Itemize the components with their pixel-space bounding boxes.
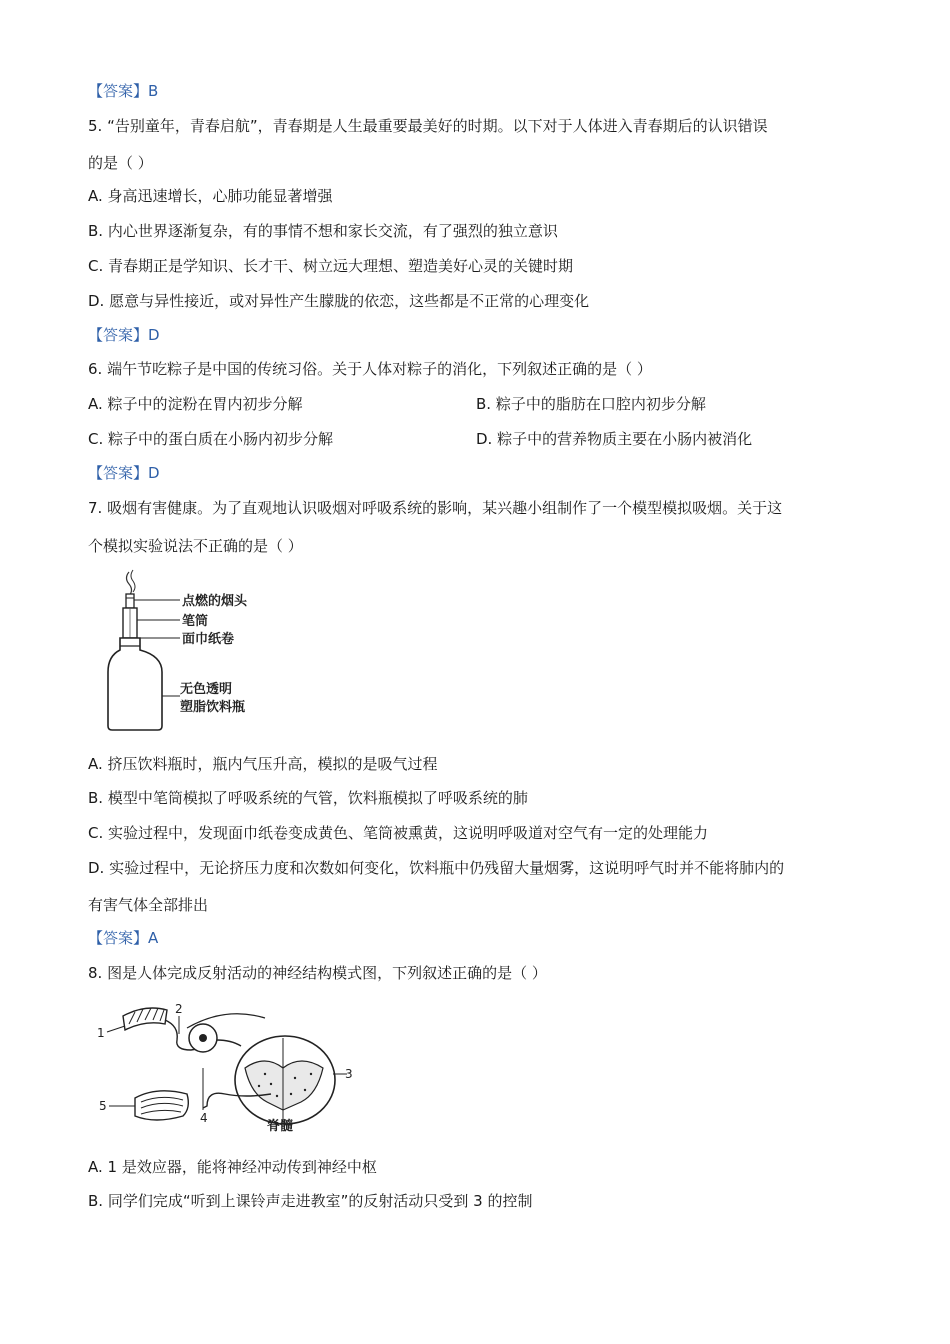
smoking-model-figure [100,568,270,734]
reflex-arc-figure [95,998,357,1136]
question-7-stem: 7. 吸烟有害健康。为了直观地认识吸烟对呼吸系统的影响，某兴趣小组制作了一个模型模拟吸烟。关于这 [88,499,783,517]
question-6-option-a: A. 粽子中的淀粉在胃内初步分解 [88,395,303,413]
answer-line [88,462,160,484]
question-5-option-a: A. 身高迅速增长，心肺功能显著增强 [88,187,333,205]
question-7-option-a: A. 挤压饮料瓶时，瓶内气压升高，模拟的是吸气过程 [88,755,438,773]
answer-value: A [148,929,159,947]
question-5-option-d: D. 愿意与异性接近，或对异性产生朦胧的依恋，这些都是不正常的心理变化 [88,292,590,310]
question-6-stem: 6. 端午节吃粽子是中国的传统习俗。关于人体对粽子的消化，下列叙述正确的是（ ） [88,360,652,378]
receptor-patch [123,1008,167,1030]
answer-label: 【答案】 [88,82,149,100]
figure-label: 点燃的烟头 [182,594,248,609]
answer-line [88,80,158,102]
question-7-option-d: D. 实验过程中，无论挤压力度和次数如何变化，饮料瓶中仍残留大量烟雾，这说明呼气时并不能将肺内的 [88,859,785,877]
question-7-option-d-cont: 有害气体全部排出 [88,896,209,914]
answer-value: D [148,326,160,344]
answer-value: D [148,464,160,482]
figure-label: 无色透明 [180,682,233,697]
answer-line [88,927,158,949]
answer-value: B [148,82,159,100]
question-5-stem-cont: 的是（ ） [88,154,153,172]
question-7-option-c: C. 实验过程中，发现面巾纸卷变成黄色、笔筒被熏黄，这说明呼吸道对空气有一定的处理能力 [88,824,709,842]
question-5-option-b: B. 内心世界逐渐复杂，有的事情不想和家长交流，有了强烈的独立意识 [88,222,558,240]
answer-label: 【答案】 [88,464,149,482]
question-8-option-b: B. 同学们完成“听到上课铃声走进教室”的反射活动只受到 3 的控制 [88,1192,533,1210]
question-7-option-b: B. 模型中笔筒模拟了呼吸系统的气管，饮料瓶模拟了呼吸系统的肺 [88,789,528,807]
figure-label: 塑脂饮料瓶 [180,700,246,715]
figure-label: 2 [175,1002,183,1016]
question-6-option-d: D. 粽子中的营养物质主要在小肠内被消化 [476,430,753,448]
figure-label: 脊髓 [267,1119,294,1134]
figure-label: 5 [99,1099,107,1113]
question-8-option-a: A. 1 是效应器，能将神经冲动传到神经中枢 [88,1158,377,1176]
question-8-stem: 8. 图是人体完成反射活动的神经结构模式图，下列叙述正确的是（ ） [88,964,547,982]
figure-label: 笔筒 [182,614,209,629]
figure-label: 面巾纸卷 [182,632,235,647]
question-5-stem: 5. “告别童年，青春启航”，青春期是人生最重要最美好的时期。以下对于人体进入青春期后的认识错误 [88,117,768,135]
figure-label: 1 [97,1026,105,1040]
figure-label: 4 [200,1111,208,1125]
effector-muscle [135,1091,188,1120]
answer-label: 【答案】 [88,929,149,947]
answer-line [88,324,160,346]
question-6-option-b: B. 粽子中的脂肪在口腔内初步分解 [476,395,706,413]
answer-label: 【答案】 [88,326,149,344]
question-5-option-c: C. 青春期正是学知识、长才干、树立远大理想、塑造美好心灵的关键时期 [88,257,574,275]
figure-label: 3 [345,1067,353,1081]
question-7-stem-cont: 个模拟实验说法不正确的是（ ） [88,537,303,555]
question-6-option-c: C. 粽子中的蛋白质在小肠内初步分解 [88,430,334,448]
